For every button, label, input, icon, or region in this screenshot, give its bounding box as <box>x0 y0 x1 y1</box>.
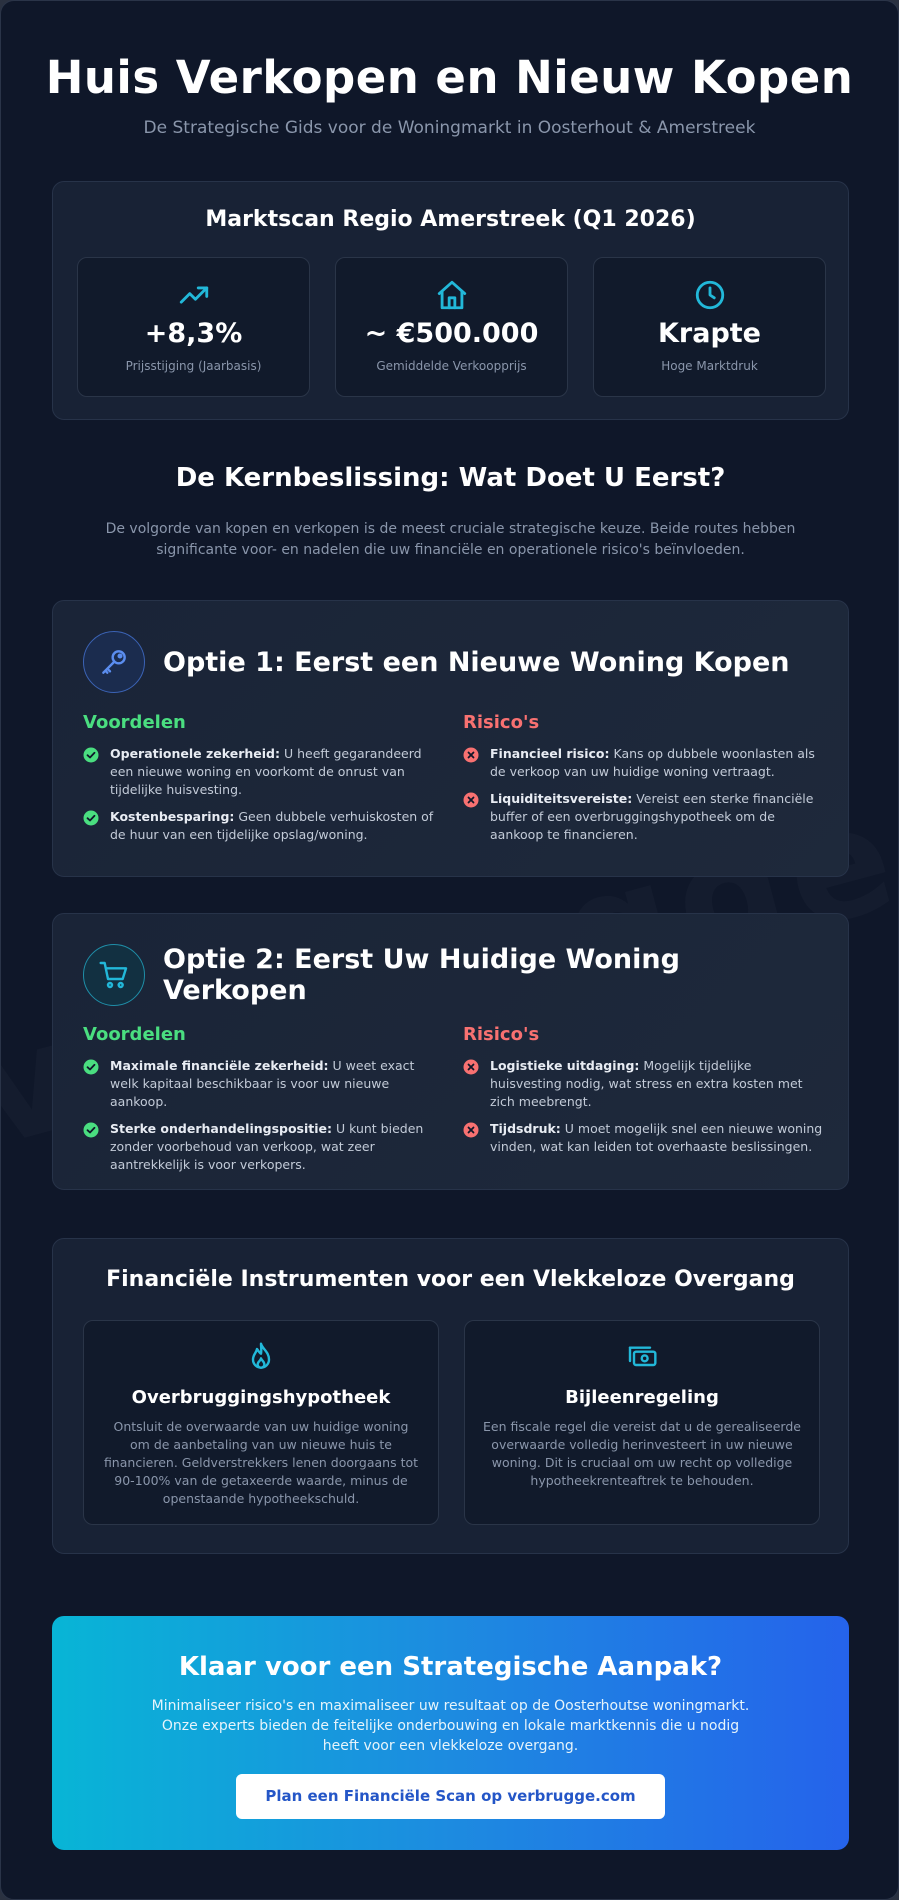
item-text: U heeft gegarandeerd een nieuwe woning en voorkomt de onrust van tijdelijke huisvesting. <box>110 746 422 797</box>
cta-title: Klaar voor een Strategische Aanpak? <box>178 1652 723 1682</box>
item-text: Kans op dubbele woonlasten als de verkoop van uw huidige woning vertraagt. <box>490 746 815 779</box>
x-circle-icon <box>463 1059 479 1075</box>
pros-heading: Voordelen <box>83 712 186 733</box>
option-title: Optie 1: Eerst een Nieuwe Woning Kopen <box>163 646 790 678</box>
option-2-card <box>52 913 849 1190</box>
page-title: Huis Verkopen en Nieuw Kopen <box>45 51 854 104</box>
check-circle-icon <box>83 1059 99 1075</box>
pros-heading: Voordelen <box>83 1024 186 1045</box>
instrument-text: Een fiscale regel die vereist dat u de gerealiseerde overwaarde volledig herinvesteert in uw nieuwe woning. Dit is cruciaal om uw recht op volledige hypotheekrenteaftrek te behouden. <box>483 1419 801 1488</box>
pros-column <box>83 712 443 853</box>
market-scan-card <box>52 181 849 420</box>
stat-value: Krapte <box>657 318 761 349</box>
item-bold: Sterke onderhandelingspositie: <box>110 1121 333 1136</box>
stat-value: ~ €500.000 <box>364 318 539 349</box>
item-bold: Tijdsdruk: <box>490 1121 561 1136</box>
financial-scan-button[interactable]: Plan een Financiële Scan op verbrugge.com <box>236 1774 665 1819</box>
check-circle-icon <box>83 747 99 763</box>
cta-text: Minimaliseer risico's en maximaliseer uw resultaat op de Oosterhoutse woningmarkt. Onze experts bieden de feitelijke onderbouwing en lokale marktkennis die u nodig heeft voor een vlekkeloze overgang. <box>151 1698 750 1754</box>
item-text: U moet mogelijk snel een nieuwe woning vinden, wat kan leiden tot overhaaste beslissingen. <box>490 1121 823 1154</box>
home-icon <box>336 278 567 312</box>
x-circle-icon <box>463 747 479 763</box>
instruments-grid <box>83 1320 820 1525</box>
core-decision-section <box>1 463 899 561</box>
core-decision-text: De volgorde van kopen en verkopen is de meest cruciale strategische keuze. Beide routes hebben significante voor- en nadelen die uw financiële en operationele risico's beïnvloeden. <box>105 521 796 558</box>
stat-card-market-pressure <box>593 257 826 397</box>
instrument-title: Overbruggingshypotheek <box>131 1387 391 1408</box>
item-text: U weet exact welk kapitaal beschikbaar is voor uw nieuwe aankoop. <box>110 1058 415 1109</box>
pro-item <box>83 745 443 799</box>
pro-item <box>83 1120 443 1174</box>
option-title: Optie 2: Eerst Uw Huidige Woning Verkopen <box>163 944 680 1006</box>
con-item <box>463 1057 823 1111</box>
stat-value: +8,3% <box>144 318 243 349</box>
cons-heading: Risico's <box>463 712 540 733</box>
check-circle-icon <box>83 810 99 826</box>
key-icon <box>83 631 145 693</box>
item-text: U kunt bieden zonder voorbehoud van verkoop, wat zeer aantrekkelijk is voor verkopers. <box>110 1121 424 1172</box>
con-item <box>463 1120 823 1156</box>
item-bold: Financieel risico: <box>490 746 610 761</box>
option-header <box>83 944 723 1006</box>
market-scan-title: Marktscan Regio Amerstreek (Q1 2026) <box>205 207 696 232</box>
item-bold: Operationele zekerheid: <box>110 746 280 761</box>
stat-label: Gemiddelde Verkoopprijs <box>376 359 527 373</box>
con-item <box>463 745 823 781</box>
item-text: Vereist een sterke financiële buffer of een overbruggingshypotheek om de aankoop te financieren. <box>490 791 814 842</box>
option-1-card <box>52 600 849 877</box>
cta-banner <box>52 1616 849 1850</box>
instruments-title: Financiële Instrumenten voor een Vlekkeloze Overgang <box>106 1267 795 1292</box>
option-columns <box>83 712 823 853</box>
hero-header <box>1 1 898 138</box>
x-circle-icon <box>463 792 479 808</box>
stat-card-average-price <box>335 257 568 397</box>
instrument-text: Ontsluit de overwaarde van uw huidige woning om de aanbetaling van uw nieuwe huis te financieren. Geldverstrekkers lenen doorgaans tot 90-100% van de getaxeerde waarde, minus de openstaande hypotheekschuld. <box>103 1419 419 1506</box>
cons-column <box>463 712 823 853</box>
stat-card-price-increase <box>77 257 310 397</box>
item-text: Mogelijk tijdelijke huisvesting nodig, wat stress en extra kosten met zich meebrengt. <box>490 1058 803 1109</box>
page-subtitle: De Strategische Gids voor de Woningmarkt in Oosterhout & Amerstreek <box>143 118 756 138</box>
cash-icon <box>483 1341 801 1375</box>
option-header <box>83 631 790 693</box>
cart-icon <box>83 944 145 1006</box>
flame-icon <box>102 1341 420 1375</box>
item-bold: Liquiditeitsvereiste: <box>490 791 633 806</box>
core-decision-title: De Kernbeslissing: Wat Doet U Eerst? <box>175 463 726 493</box>
option-columns <box>83 1024 823 1183</box>
financial-instruments-card <box>52 1238 849 1554</box>
con-item <box>463 790 823 844</box>
instrument-bijleenregeling <box>464 1320 820 1525</box>
item-bold: Logistieke uitdaging: <box>490 1058 640 1073</box>
cons-heading: Risico's <box>463 1024 540 1045</box>
check-circle-icon <box>83 1122 99 1138</box>
clock-icon <box>594 278 825 312</box>
trending-up-icon <box>78 278 309 312</box>
item-text: Geen dubbele verhuiskosten of de huur van een tijdelijke opslag/woning. <box>110 809 434 842</box>
market-stats <box>77 257 826 397</box>
item-bold: Maximale financiële zekerheid: <box>110 1058 329 1073</box>
pro-item <box>83 1057 443 1111</box>
pros-column <box>83 1024 443 1183</box>
cons-column <box>463 1024 823 1183</box>
instrument-title: Bijleenregeling <box>565 1387 719 1408</box>
stat-label: Hoge Marktdruk <box>661 359 758 373</box>
stat-label: Prijsstijging (Jaarbasis) <box>125 359 262 373</box>
instrument-bridging-mortgage <box>83 1320 439 1525</box>
item-bold: Kostenbesparing: <box>110 809 235 824</box>
x-circle-icon <box>463 1122 479 1138</box>
pro-item <box>83 808 443 844</box>
